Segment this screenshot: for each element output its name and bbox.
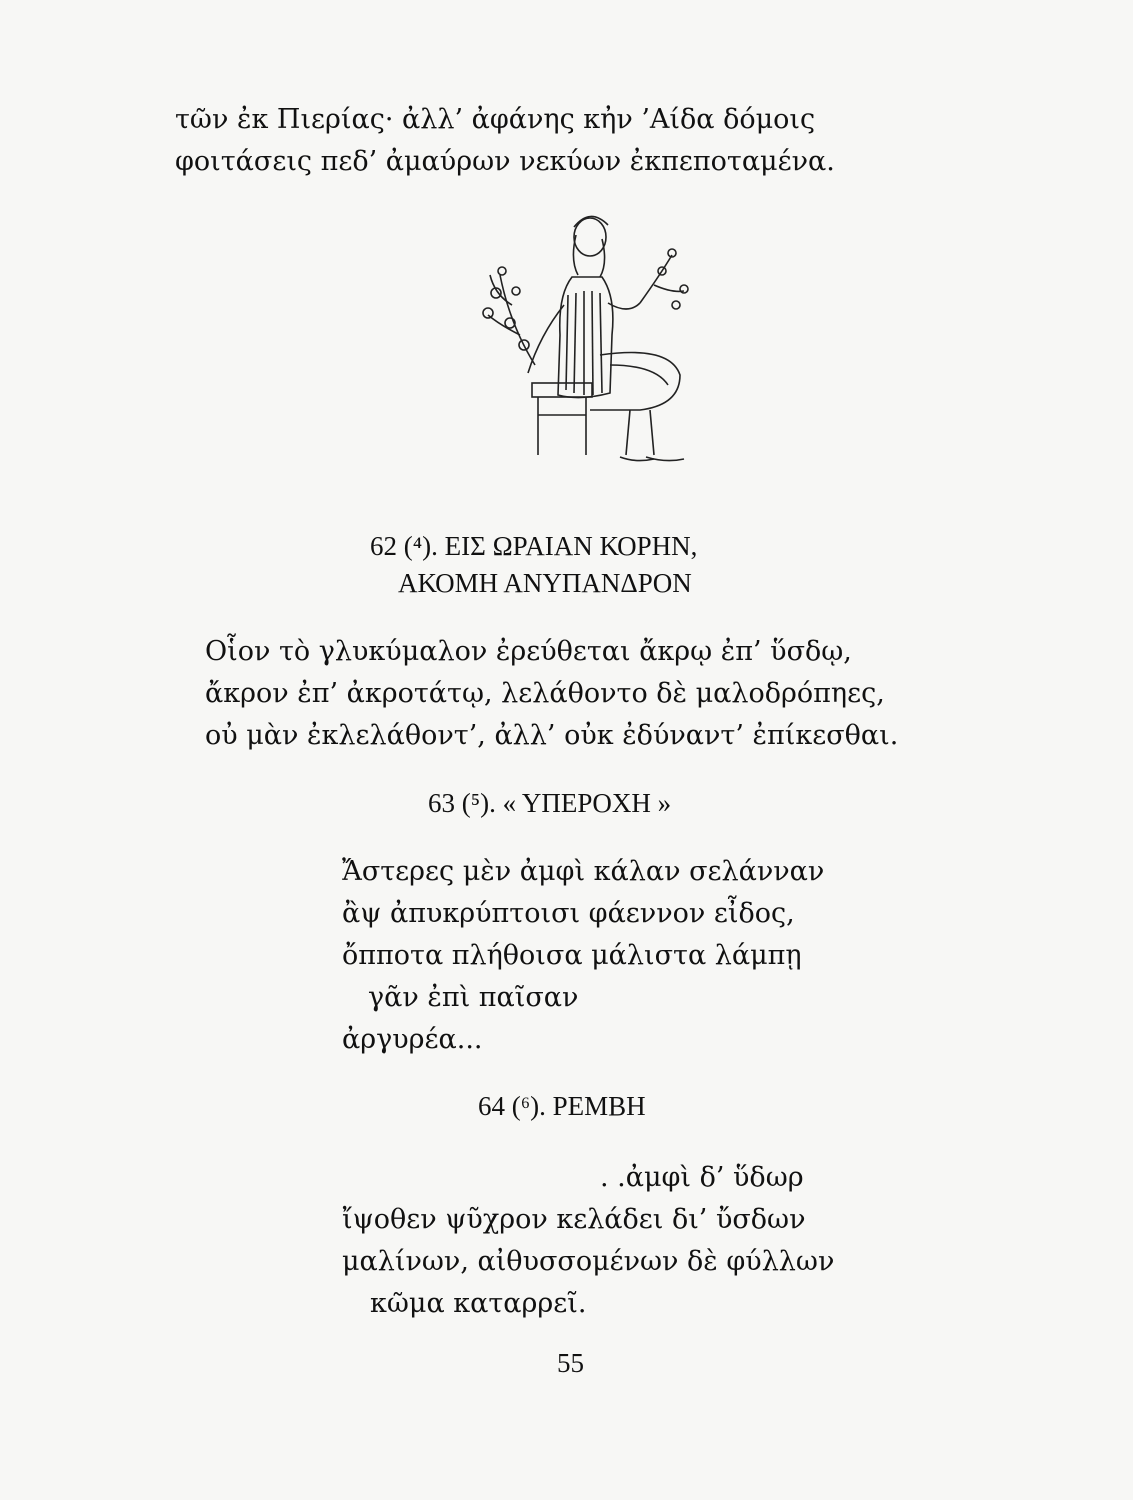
poem-63-heading: 63 (⁵). « ΥΠΕΡΟΧΗ » [428, 788, 672, 818]
poem-63-line-3: ὄπποτα πλήθοισα μάλιστα λάμπῃ [342, 940, 802, 971]
poem-62-heading-line-1: 62 (⁴). ΕΙΣ ΩΡΑΙΑΝ ΚΟΡΗΝ, [370, 531, 698, 561]
poem-62-line-2: ἄκρον ἐπ’ ἀκροτάτῳ, λελάθοντο δὲ μαλοδρόπηες, [205, 678, 885, 709]
poem-63-line-1: Ἄστερες μὲν ἀμφὶ κάλαν σελάνναν [342, 856, 825, 887]
top-poem-line-1: τῶν ἐκ Πιερίας· ἀλλ’ ἀφάνης κἠν ’Αίδα δόμοις [175, 104, 816, 135]
poem-62-line-1: Οἷον τὸ γλυκύμαλον ἐρεύθεται ἄκρῳ ἐπ’ ὕσδῳ, [205, 636, 852, 667]
seated-woman-illustration [440, 205, 720, 485]
poem-64-line-4: κῶμα καταρρεῖ. [370, 1288, 587, 1319]
poem-63-line-5: ἀργυρέα... [342, 1024, 483, 1055]
poem-64-heading: 64 (⁶). ΡΕΜΒΗ [478, 1091, 646, 1121]
poem-63-line-2: ἂψ ἀπυκρύπτοισι φάεννον εἶδος, [342, 898, 795, 929]
poem-64-line-1: . .ἀμφὶ δ’ ὕδωρ [600, 1162, 804, 1193]
poem-63-line-4: γᾶν ἐπὶ παῖσαν [368, 982, 579, 1013]
page-number: 55 [557, 1348, 584, 1378]
poem-64-line-3: μαλίνων, αἰθυσσομένων δὲ φύλλων [342, 1246, 835, 1277]
top-poem-line-2: φοιτάσεις πεδ’ ἀμαύρων νεκύων ἐκπεποταμένα. [175, 146, 835, 177]
poem-64-line-2: ἴψοθεν ψῦχρον κελάδει δι’ ὔσδων [342, 1204, 806, 1235]
poem-62-heading-line-2: ΑΚΟΜΗ ΑΝΥΠΑΝΔΡΟΝ [398, 568, 692, 598]
poem-62-line-3: οὐ μὰν ἐκλελάθοντ’, ἀλλ’ οὐκ ἐδύναντ’ ἐπίκεσθαι. [205, 720, 899, 751]
